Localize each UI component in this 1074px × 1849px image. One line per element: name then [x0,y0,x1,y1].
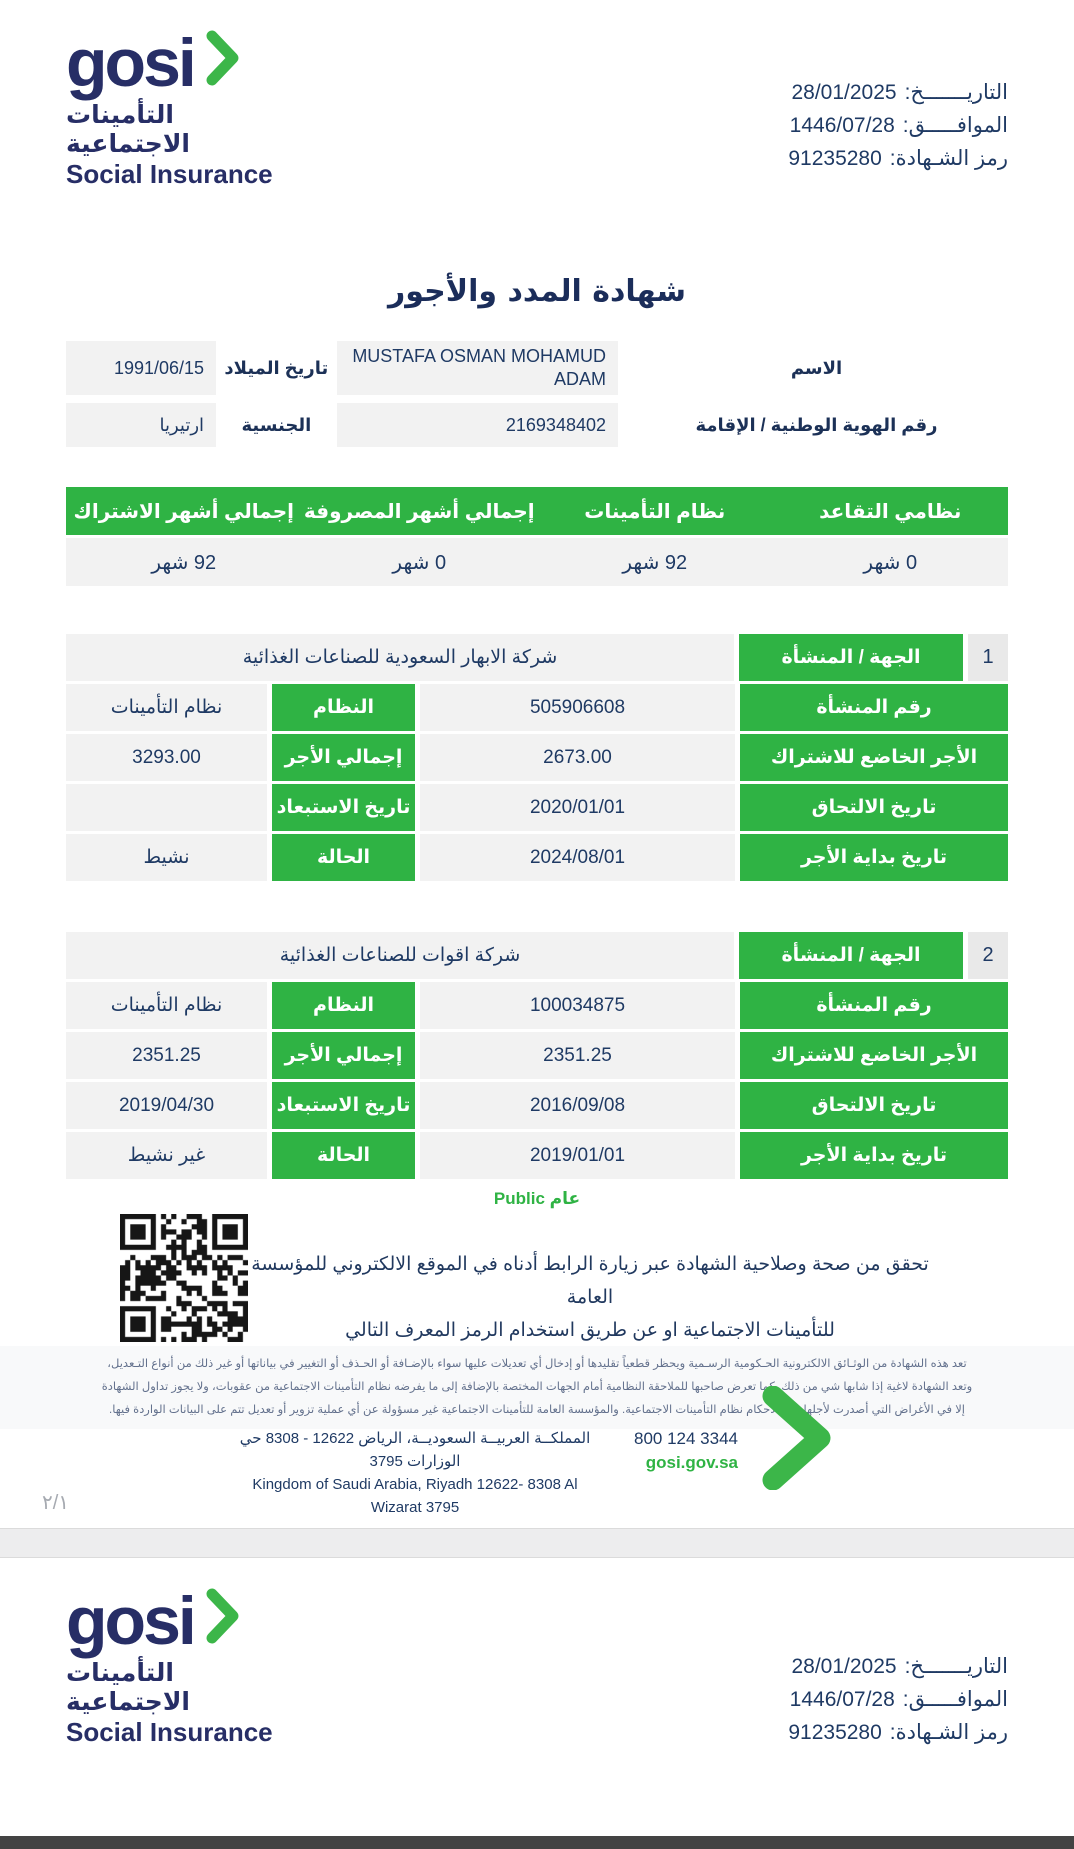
qr-code [120,1214,248,1342]
status-label: الحالة [272,834,415,881]
name-value: MUSTAFA OSMAN MOHAMUD ADAM [337,341,618,395]
joining-date-value: 2016/09/08 [420,1082,735,1129]
system-label: النظام [272,684,415,731]
verification-line-2: للتأمينات الاجتماعية او عن طريق استخدام الرمز المعرف التالي [345,1320,835,1341]
summary-val-pension: 0 شهر [863,551,918,574]
est-number-label: رقم المنشأة [740,982,1008,1029]
entity-label: الجهة / المنشأة [739,634,963,681]
wage-start-date-label: تاريخ بداية الأجر [740,834,1008,881]
exclusion-date-value [66,784,267,831]
status-label: الحالة [272,1132,415,1179]
hijri-date-line [788,1683,1008,1716]
footer-contact [600,1427,738,1475]
date-label: التاريـــــــخ: [904,1655,1008,1678]
gosi-chevron-icon [206,30,240,86]
entity-label: الجهة / المنشأة [739,932,963,979]
summary-col-insurance: نظام التأمينات [584,500,726,523]
legal-disclaimer [0,1346,1074,1429]
wage-start-date-value: 2019/01/01 [420,1132,735,1179]
address-arabic: المملكــة العربيــة السعوديــة، الرياض 12622 - 8308 حي الوزارات 3795 [239,1430,591,1470]
logo-tagline-english: Social Insurance [66,1717,273,1747]
contributory-wage-label: الأجر الخاضع للاشتراك [740,1032,1008,1079]
gosi-wordmark: gosi [66,25,194,102]
est-number-value: 100034875 [420,982,735,1029]
est-number-value: 505906608 [420,684,735,731]
entity-name: شركة اقوات للصناعات الغذائية [66,932,734,979]
verification-line-1: تحقق من صحة وصلاحية الشهادة عبر زيارة الرابط أدناه في الموقع الالكتروني للمؤسسة العامة [251,1254,929,1308]
wage-start-date-label: تاريخ بداية الأجر [740,1132,1008,1179]
nationality-value: ارتيريا [66,403,216,447]
date-value: 28/01/2025 [791,81,897,104]
establishment-index: 1 [968,634,1008,681]
certificate-code-line [788,1716,1008,1749]
certificate-code-label: رمز الشـهادة: [889,147,1008,170]
hijri-date-label: الموافـــــق: [902,1688,1008,1711]
gosi-wordmark: gosi [66,1583,194,1660]
certificate-code-label: رمز الشـهادة: [889,1721,1008,1744]
summary-col-pension: نظامي التقاعد [819,500,962,523]
certificate-code-value: 91235280 [788,147,882,170]
summary-col-contribution-months: إجمالي أشهر الاشتراك [73,500,294,523]
hijri-date-line [788,109,1008,142]
website-link[interactable]: gosi.gov.sa [645,1453,738,1472]
certificate-meta-page2 [788,1650,1008,1749]
certificate-code-value: 91235280 [788,1721,882,1744]
system-value: نظام التأمينات [66,684,267,731]
gosi-logo [66,25,296,190]
joining-date-label: تاريخ الالتحاق [740,1082,1008,1129]
contributory-wage-value: 2673.00 [420,734,735,781]
logo-tagline-english: Social Insurance [66,159,273,189]
hijri-date-value: 1446/07/28 [789,114,895,137]
exclusion-date-label: تاريخ الاستبعاد [272,784,415,831]
establishment-index: 2 [968,932,1008,979]
phone-number: 800 124 3344 [634,1429,738,1448]
id-value: 2169348402 [337,403,618,447]
disclaimer-line-2: وتعد الشهادة لاغية إذا شابها شي من ذلك. كما تعرض صاحبها للملاحقة النظامية أمام الجهات المختصة بالإضافة إلى ما يفرضه نظام التأمينات الاجتماعية من عقوبات، ولا يجوز تداول الشهادة [101,1381,973,1393]
personal-info-table [66,341,1008,447]
status-value: نشيط [66,834,267,881]
gosi-logo-page2 [66,1583,296,1748]
certificate-code-line [788,142,1008,175]
hijri-date-value: 1446/07/28 [789,1688,895,1711]
gosi-chevron-icon [206,1588,240,1644]
classification-badge: عام Public [493,1189,581,1208]
est-number-label: رقم المنشأة [740,684,1008,731]
date-line [788,1650,1008,1683]
contributory-wage-value: 2351.25 [420,1032,735,1079]
certificate-meta [788,76,1008,175]
exclusion-date-label: تاريخ الاستبعاد [272,1082,415,1129]
summary-table-values [66,538,1008,586]
logo-tagline-arabic: التأمينات الاجتماعية [66,1658,190,1716]
entity-name: شركة الابهار السعودية للصناعات الغذائية [66,634,734,681]
joining-date-label: تاريخ الالتحاق [740,784,1008,831]
viewer-bottom-bar [0,1836,1074,1849]
wage-start-date-value: 2024/08/01 [420,834,735,881]
logo-tagline-arabic: التأمينات الاجتماعية [66,100,190,158]
total-wage-value: 3293.00 [66,734,267,781]
date-line [788,76,1008,109]
exclusion-date-value: 2019/04/30 [66,1082,267,1129]
summary-val-contribution-months: 92 شهر [151,551,217,574]
nationality-label: الجنسية [241,414,312,435]
date-label: التاريـــــــخ: [904,81,1008,104]
disclaimer-line-1: تعد هذه الشهادة من الوثـائق الالكترونية الحـكومية الرسـمية ويحظر قطعياً تقليدها أو إدخال أي تعديلات عليها سواء بالإضـافة أو الحـذف أو التغيير في بياناتها أو غير ذلك من أنواع التـعديل، [107,1358,967,1370]
name-label: الاسم [790,357,843,378]
summary-table-header [66,487,1008,535]
status-value: غير نشيط [66,1132,267,1179]
total-wage-value: 2351.25 [66,1032,267,1079]
summary-val-paid-months: 0 شهر [392,551,447,574]
total-wage-label: إجمالي الأجر [272,734,415,781]
contributory-wage-label: الأجر الخاضع للاشتراك [740,734,1008,781]
system-label: النظام [272,982,415,1029]
date-value: 28/01/2025 [791,1655,897,1678]
verification-text [250,1248,930,1347]
establishment-header-row [66,634,1008,681]
disclaimer-line-3: إلا في الأغراض التي أصدرت لأجلها وفقاً لأحكام نظام التأمينات الاجتماعية. والمؤسسة العامة للتأمينات الاجتماعية غير مسؤولة عن أي عملية تزوير أو تعديل تتم على البيانات الواردة فيها. [109,1404,965,1416]
id-label: رقم الهوية الوطنية / الإقامة [695,414,938,435]
establishment-table-1 [66,634,1008,881]
address-english: Kingdom of Saudi Arabia, Riyadh 12622- 8308 Al Wizarat 3795 [252,1476,578,1516]
footer-chevron-icon [760,1386,838,1490]
page-separator [0,1528,1074,1558]
joining-date-value: 2020/01/01 [420,784,735,831]
footer-address [225,1427,605,1519]
page-number: ٢/١ [42,1492,70,1514]
certificate-title: شهادة المدد والأجور [388,274,686,309]
system-value: نظام التأمينات [66,982,267,1029]
total-wage-label: إجمالي الأجر [272,1032,415,1079]
establishment-details [66,982,1008,1179]
dob-label: تاريخ الميلاد [224,357,329,378]
summary-col-paid-months: إجمالي أشهر المصروفة [303,500,535,523]
establishment-header-row [66,932,1008,979]
dob-value: 1991/06/15 [66,341,216,395]
establishment-table-2 [66,932,1008,1179]
establishment-details [66,684,1008,881]
hijri-date-label: الموافـــــق: [902,114,1008,137]
summary-val-insurance: 92 شهر [622,551,688,574]
